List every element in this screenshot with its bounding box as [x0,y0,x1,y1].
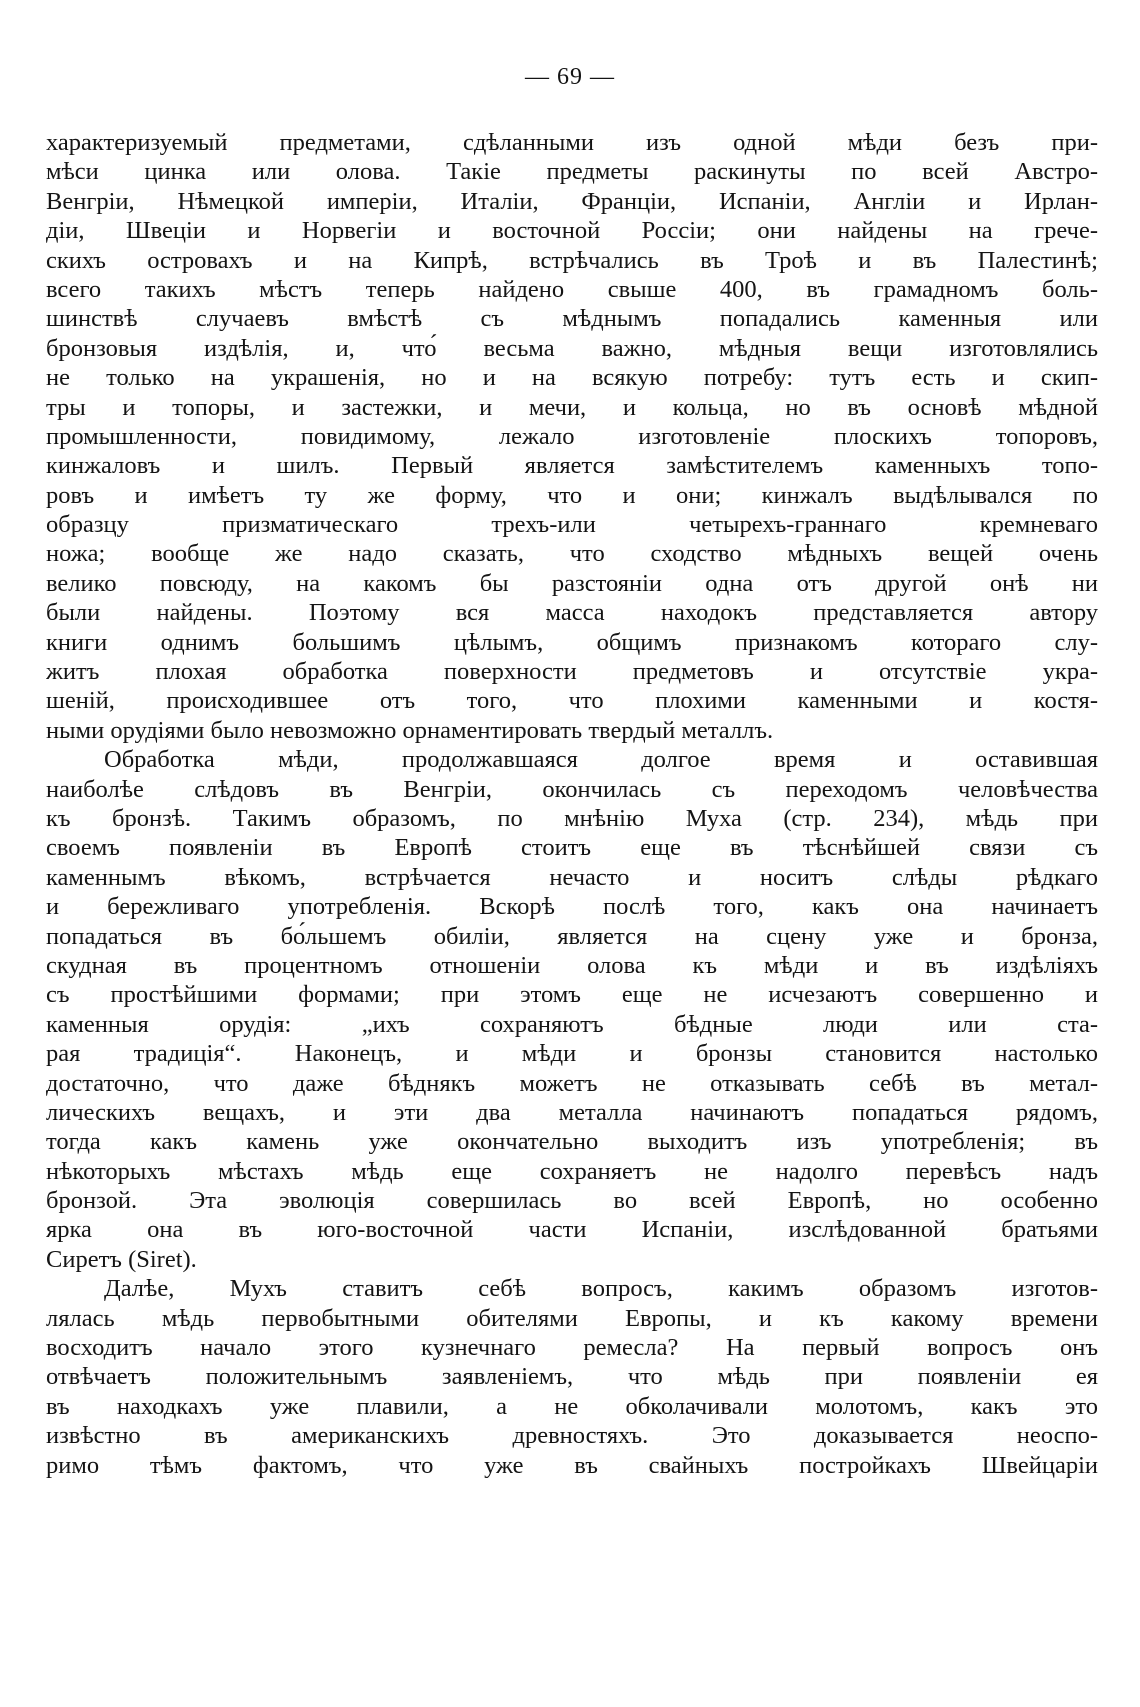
text-line: тры и топоры, и застежки, и мечи, и кольца, но въ основѣ мѣдной [46,393,1098,421]
text-line: всего такихъ мѣстъ теперь найдено свыше 400, въ грамадномъ боль- [46,275,1098,303]
text-line: нѣкоторыхъ мѣстахъ мѣдь еще сохраняетъ не надолго перевѣсъ надъ [46,1157,1098,1185]
text-line: Обработка мѣди, продолжавшаяся долгое время и оставившая [104,746,1098,774]
text-line: лическихъ вещахъ, и эти два металла начинаютъ попадаться рядомъ, [46,1098,1098,1126]
text-line: Венгріи, Нѣмецкой имперіи, Италіи, Франціи, Испаніи, Англіи и Ирлан- [46,187,1098,215]
text-line: въ находкахъ уже плавили, а не обколачивали молотомъ, какъ это [46,1392,1098,1420]
text-line: своемъ появленіи въ Европѣ стоитъ еще въ тѣснѣйшей связи съ [46,834,1098,862]
text-line: каменныя орудія: „ихъ сохраняютъ бѣдные люди или ста- [46,1010,1098,1038]
text-line: ножа; вообще же надо сказать, что сходство мѣдныхъ вещей очень [46,540,1098,568]
text-line: Сиретъ (Siret). [46,1245,197,1273]
text-line: ными орудіями было невозможно орнаментировать твердый металлъ. [46,716,774,744]
text-line: кинжаловъ и шилъ. Первый является замѣстителемъ каменныхъ топо- [46,452,1098,480]
text-line: съ простѣйшими формами; при этомъ еще не исчезаютъ совершенно и [46,981,1098,1009]
text-line: бронзой. Эта эволюція совершилась во всей Европѣ, но особенно [46,1187,1098,1215]
text-line: книги однимъ большимъ цѣлымъ, общимъ признакомъ котораго слу- [46,628,1098,656]
text-line: образцу призматическаго трехъ-или четырехъ-граннаго кремневаго [46,511,1098,539]
paragraph-2 [46,745,1098,1274]
text-line: промышленности, повидимому, лежало изготовленіе плоскихъ топоровъ, [46,422,1098,450]
text-line: каменнымъ вѣкомъ, встрѣчается нечасто и носитъ слѣды рѣдкаго [46,863,1098,891]
body-text [46,128,1098,1480]
text-line: не только на украшенія, но и на всякую потребу: тутъ есть и скип- [46,364,1098,392]
text-line: скудная въ процентномъ отношеніи олова къ мѣди и въ издѣліяхъ [46,951,1098,979]
text-line: житъ плохая обработка поверхности предметовъ и отсутствіе укра- [46,658,1098,686]
text-line: скихъ островахъ и на Кипрѣ, встрѣчались въ Троѣ и въ Палестинѣ; [46,246,1098,274]
text-line: лялась мѣдь первобытными обителями Европы, и къ какому времени [46,1304,1098,1332]
text-line: велико повсюду, на какомъ бы разстояніи одна отъ другой онѣ ни [46,569,1098,597]
paragraph-3 [46,1274,1098,1480]
text-line: отвѣчаетъ положительнымъ заявленіемъ, что мѣдь при появленіи ея [46,1363,1098,1391]
text-line: къ бронзѣ. Такимъ образомъ, по мнѣнію Муха (стр. 234), мѣдь при [46,804,1098,832]
text-line: восходитъ начало этого кузнечнаго ремесла? На первый вопросъ онъ [46,1334,1098,1362]
paragraph-1 [46,128,1098,745]
text-line: ровъ и имѣетъ ту же форму, что и они; кинжалъ выдѣлывался по [46,481,1098,509]
text-line: попадаться въ бо́льшемъ обиліи, является на сцену уже и бронза, [46,922,1098,950]
text-line: бронзовыя издѣлія, и, что́ весьма важно, мѣдныя вещи изготовлялись [46,334,1098,362]
text-line: Далѣе, Мухъ ставитъ себѣ вопросъ, какимъ образомъ изготов- [104,1275,1098,1303]
text-line: наиболѣе слѣдовъ въ Венгріи, окончилась съ переходомъ человѣчества [46,775,1098,803]
text-line: римо тѣмъ фактомъ, что уже въ свайныхъ постройкахъ Швейцаріи [46,1451,1098,1479]
text-line: шинствѣ случаевъ вмѣстѣ съ мѣднымъ попадались каменныя или [46,305,1098,333]
text-line: и бережливаго употребленія. Вскорѣ послѣ того, какъ она начинаетъ [46,893,1098,921]
text-line: характеризуемый предметами, сдѣланными изъ одной мѣди безъ при- [46,129,1098,156]
text-line: были найдены. Поэтому вся масса находокъ представляется автору [46,599,1098,627]
text-line: шеній, происходившее отъ того, что плохими каменными и костя- [46,687,1098,715]
text-line: ярка она въ юго-восточной части Испаніи, изслѣдованной братьями [46,1216,1098,1244]
text-line: достаточно, что даже бѣднякъ можетъ не отказывать себѣ въ метал- [46,1069,1098,1097]
text-line: тогда какъ камень уже окончательно выходитъ изъ употребленія; въ [46,1128,1098,1156]
page-number: — 69 — [525,64,615,90]
text-line: рая традиція“. Наконецъ, и мѣди и бронзы становится настолько [46,1040,1098,1068]
text-line: извѣстно въ американскихъ древностяхъ. Это доказывается неоспо- [46,1422,1098,1450]
text-line: мѣси цинка или олова. Такіе предметы раскинуты по всей Австро- [46,158,1098,186]
text-line: діи, Швеціи и Норвегіи и восточной Россіи; они найдены на грече- [46,217,1098,245]
